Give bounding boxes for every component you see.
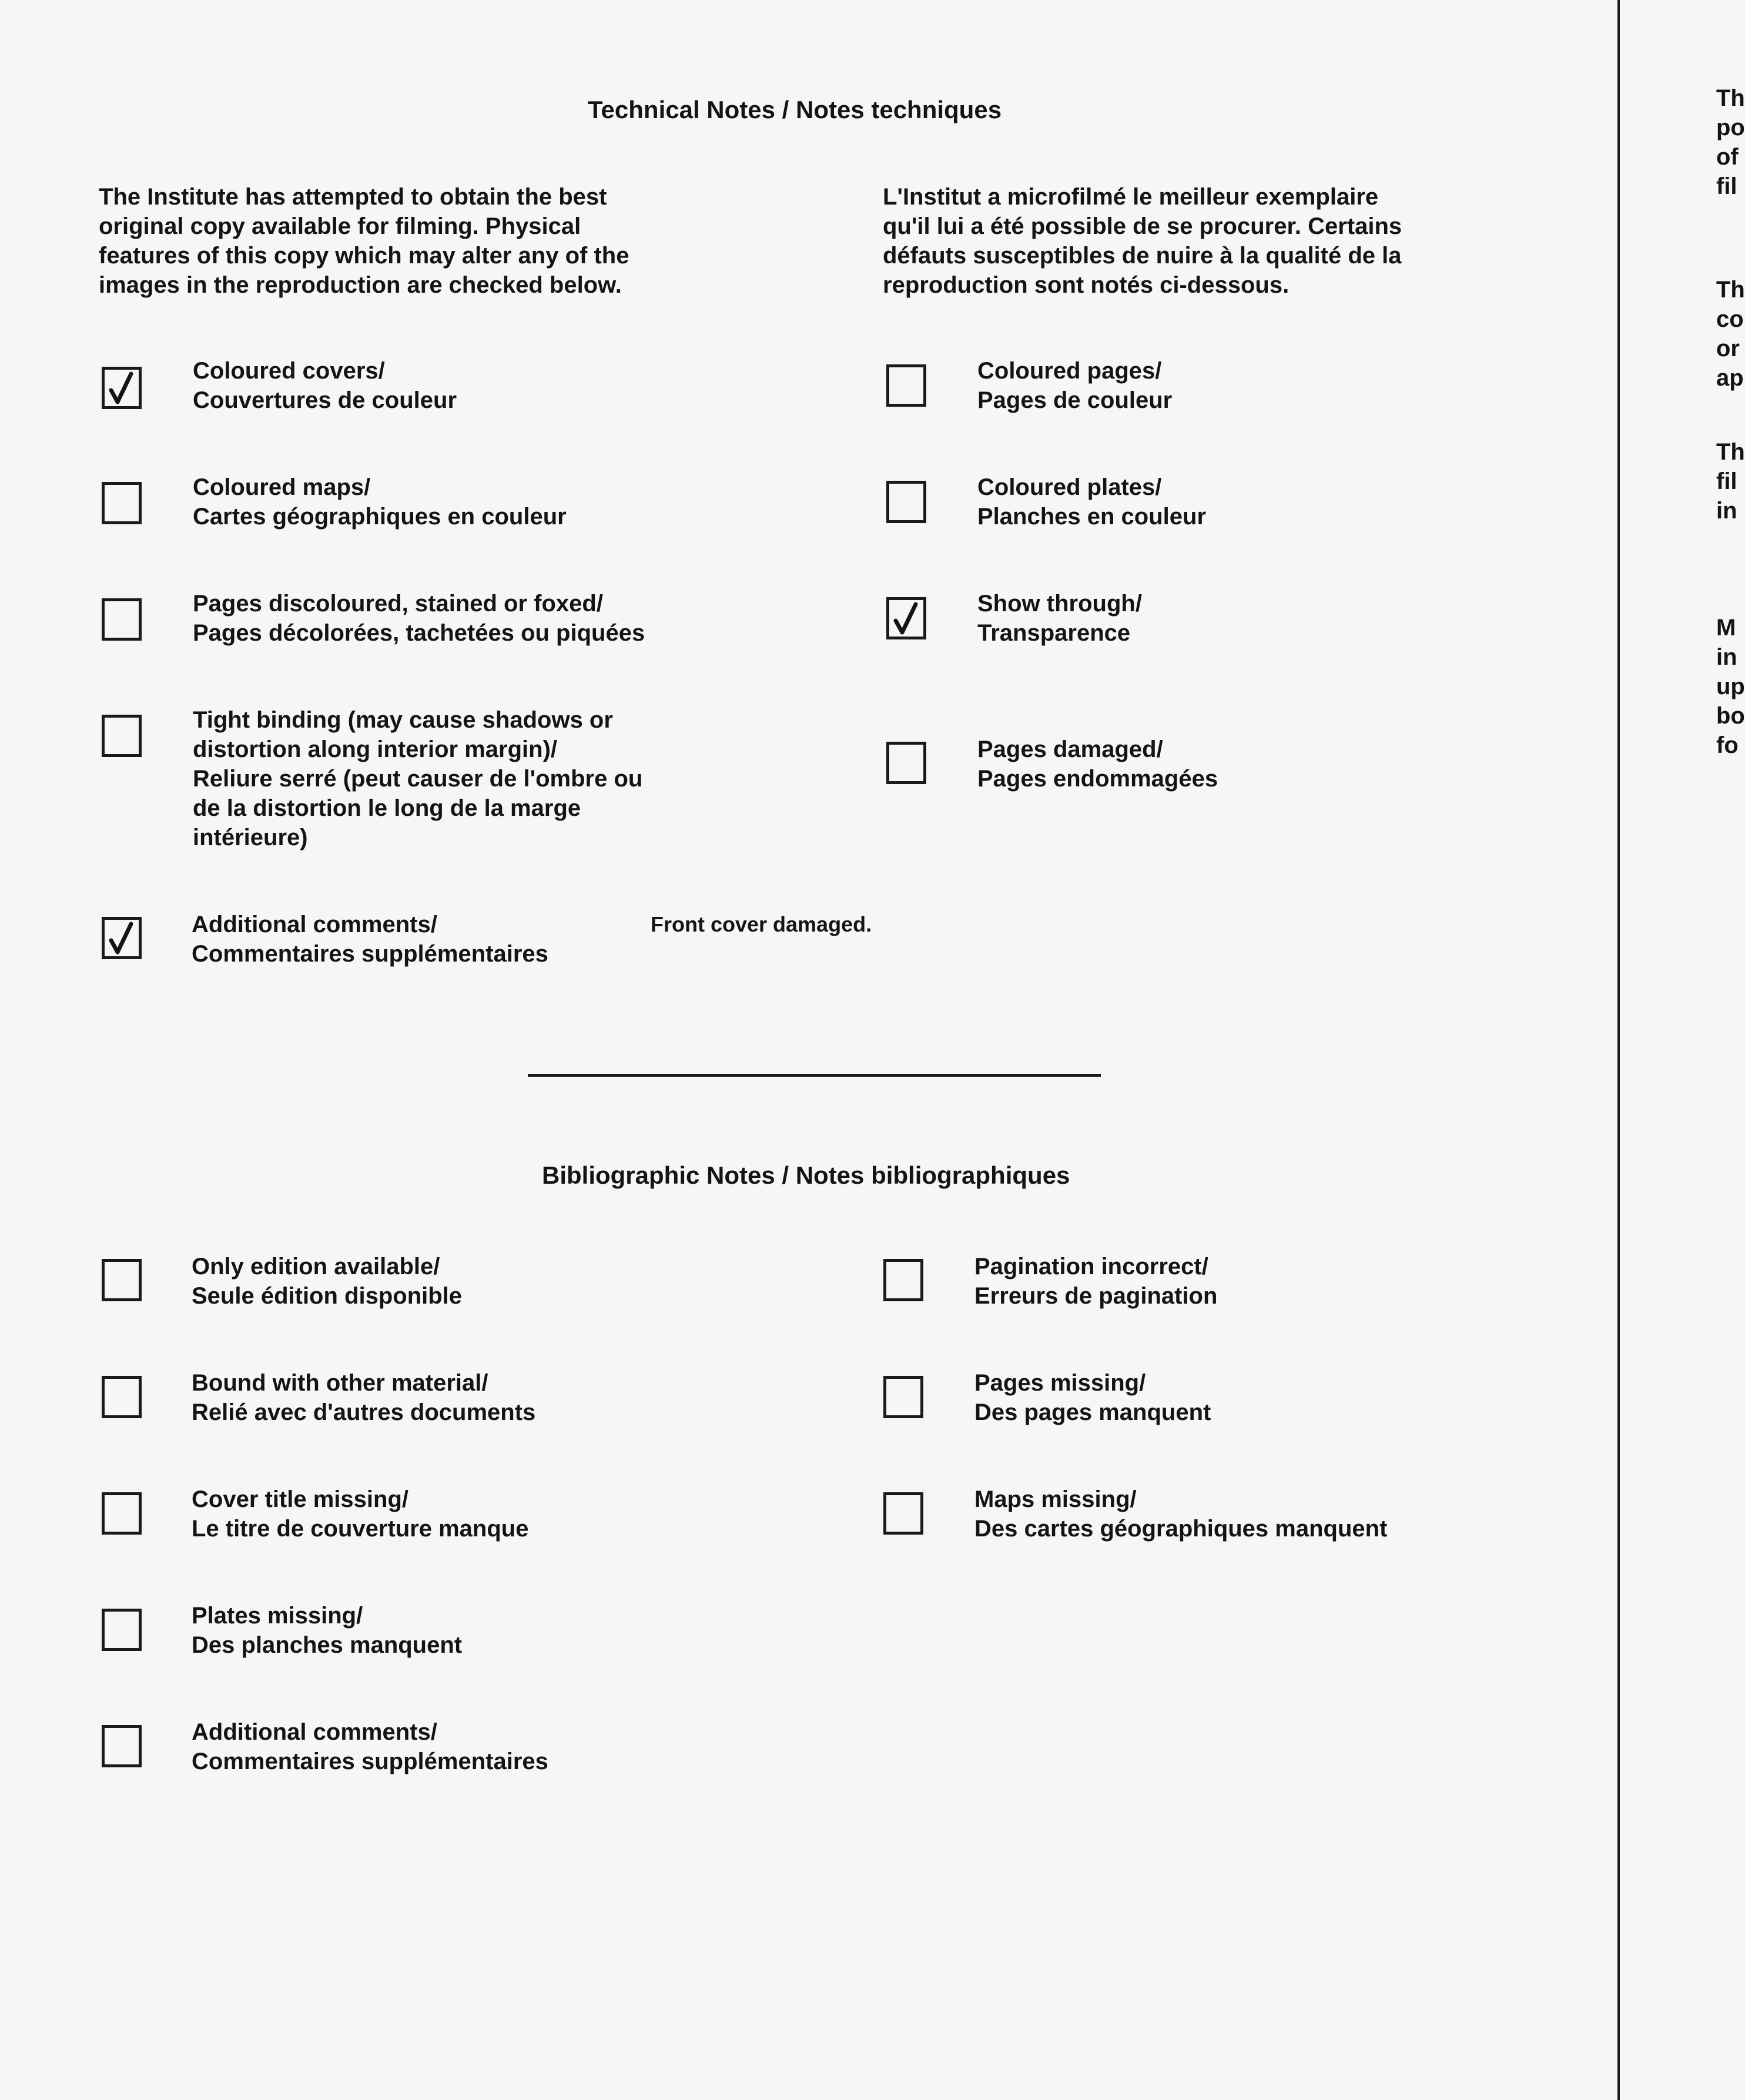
technical-notes-title: Technical Notes / Notes techniques xyxy=(588,96,1002,123)
label-line: de la distortion le long de la marge xyxy=(193,795,581,821)
intro-line: features of this copy which may alter any of the xyxy=(99,243,629,269)
fragment-line: or xyxy=(1716,336,1740,361)
label-show-through xyxy=(977,589,1142,648)
fragment-line: fil xyxy=(1716,468,1737,494)
label-additional-comments-technical xyxy=(192,910,548,969)
label-only-edition xyxy=(192,1252,462,1311)
label-line: intérieure) xyxy=(193,825,308,850)
label-cover-title-missing xyxy=(192,1485,528,1543)
label-line: Des pages manquent xyxy=(974,1399,1211,1425)
intro-line: original copy available for filming. Physical xyxy=(99,213,581,239)
intro-line: L'Institut a microfilmé le meilleur exemplaire xyxy=(883,184,1379,210)
label-line: Le titre de couverture manque xyxy=(192,1516,529,1542)
checkbox-pages-missing[interactable] xyxy=(883,1376,923,1418)
adjacent-page-fragment xyxy=(1716,613,1745,760)
label-line: Additional comments/ xyxy=(192,1719,437,1745)
technical-intro-english xyxy=(99,182,629,300)
fragment-line: po xyxy=(1716,115,1745,140)
label-coloured-maps xyxy=(193,473,567,531)
adjacent-page-fragment xyxy=(1716,275,1745,393)
checkbox-plates-missing[interactable] xyxy=(102,1609,142,1651)
label-line: Plates missing/ xyxy=(192,1603,363,1629)
label-line: Pages damaged/ xyxy=(977,736,1163,762)
label-line: Commentaires supplémentaires xyxy=(192,1749,548,1774)
checkbox-tight-binding[interactable] xyxy=(102,715,142,757)
label-line: Show through/ xyxy=(977,591,1142,617)
label-line: Only edition available/ xyxy=(192,1254,440,1280)
label-line: Coloured maps/ xyxy=(193,474,371,500)
checkbox-coloured-covers[interactable] xyxy=(102,367,142,409)
checkbox-pages-damaged[interactable] xyxy=(886,742,926,784)
fragment-line: bo xyxy=(1716,703,1745,729)
label-line: Cartes géographiques en couleur xyxy=(193,504,567,530)
label-coloured-covers xyxy=(193,356,457,415)
label-line: Relié avec d'autres documents xyxy=(192,1399,536,1425)
fragment-line: of xyxy=(1716,144,1739,170)
label-maps-missing xyxy=(974,1485,1387,1543)
intro-line: The Institute has attempted to obtain the best xyxy=(99,184,607,210)
label-line: distortion along interior margin)/ xyxy=(193,736,557,762)
checkbox-coloured-pages[interactable] xyxy=(886,364,926,407)
label-line: Pages missing/ xyxy=(974,1370,1146,1396)
fragment-line: co xyxy=(1716,306,1744,332)
fragment-line: in xyxy=(1716,498,1737,524)
label-line: Pagination incorrect/ xyxy=(974,1254,1208,1280)
checkbox-additional-comments-bibliographic[interactable] xyxy=(102,1725,142,1767)
fragment-line: M xyxy=(1716,615,1736,641)
label-additional-comments-bibliographic xyxy=(192,1717,548,1776)
fragment-line: Th xyxy=(1716,85,1745,111)
page-edge-line xyxy=(1617,0,1620,2100)
fragment-line: up xyxy=(1716,674,1745,699)
label-coloured-pages xyxy=(977,356,1172,415)
label-line: Pages discoloured, stained or foxed/ xyxy=(193,591,603,617)
label-line: Coloured plates/ xyxy=(977,474,1162,500)
label-pages-damaged xyxy=(977,735,1218,793)
label-line: Des cartes géographiques manquent xyxy=(974,1516,1388,1542)
checkbox-cover-title-missing[interactable] xyxy=(102,1492,142,1535)
label-line: Pages décolorées, tachetées ou piquées xyxy=(193,620,645,646)
label-line: Couvertures de couleur xyxy=(193,387,457,413)
intro-line: défauts susceptibles de nuire à la qualité de la xyxy=(883,243,1402,269)
fragment-line: in xyxy=(1716,644,1737,670)
additional-comment-text: Front cover damaged. xyxy=(651,912,872,936)
label-line: Des planches manquent xyxy=(192,1632,463,1658)
label-tight-binding xyxy=(193,705,642,852)
label-line: Tight binding (may cause shadows or xyxy=(193,707,613,733)
adjacent-page-fragment xyxy=(1716,83,1745,201)
label-line: Commentaires supplémentaires xyxy=(192,941,548,967)
fragment-line: ap xyxy=(1716,365,1744,391)
label-line: Additional comments/ xyxy=(192,912,437,937)
fragment-line: fo xyxy=(1716,732,1739,758)
label-line: Cover title missing/ xyxy=(192,1486,408,1512)
label-line: Pages endommagées xyxy=(977,766,1218,792)
label-pagination-incorrect xyxy=(974,1252,1217,1311)
label-line: Pages de couleur xyxy=(977,387,1173,413)
checkbox-bound-with[interactable] xyxy=(102,1376,142,1418)
label-line: Erreurs de pagination xyxy=(974,1283,1218,1309)
technical-intro-french xyxy=(883,182,1402,300)
label-pages-missing xyxy=(974,1368,1211,1427)
checkbox-pages-discoloured[interactable] xyxy=(102,598,142,641)
label-coloured-plates xyxy=(977,473,1206,531)
bibliographic-notes-title: Bibliographic Notes / Notes bibliographiques xyxy=(542,1161,1070,1189)
label-pages-discoloured xyxy=(193,589,645,648)
checkbox-maps-missing[interactable] xyxy=(883,1492,923,1535)
checkmark-icon xyxy=(102,917,142,959)
checkbox-coloured-plates[interactable] xyxy=(886,481,926,523)
label-line: Reliure serré (peut causer de l'ombre ou xyxy=(193,766,643,792)
label-line: Planches en couleur xyxy=(977,504,1207,530)
checkbox-show-through[interactable] xyxy=(886,597,926,639)
intro-line: reproduction sont notés ci-dessous. xyxy=(883,272,1290,298)
fragment-line: fil xyxy=(1716,173,1737,199)
adjacent-page-fragment xyxy=(1716,437,1745,525)
checkbox-only-edition[interactable] xyxy=(102,1259,142,1301)
label-plates-missing xyxy=(192,1601,462,1660)
label-bound-with xyxy=(192,1368,535,1427)
intro-line: images in the reproduction are checked below. xyxy=(99,272,622,298)
checkmark-icon xyxy=(102,367,142,409)
label-line: Maps missing/ xyxy=(974,1486,1137,1512)
section-divider xyxy=(528,1074,1101,1077)
label-line: Coloured covers/ xyxy=(193,358,385,384)
checkbox-additional-comments-technical[interactable] xyxy=(102,917,142,959)
label-line: Bound with other material/ xyxy=(192,1370,488,1396)
checkmark-icon xyxy=(886,597,926,639)
label-line: Coloured pages/ xyxy=(977,358,1162,384)
checkbox-coloured-maps[interactable] xyxy=(102,482,142,524)
fragment-line: Th xyxy=(1716,277,1745,303)
fragment-line: Th xyxy=(1716,439,1745,465)
intro-line: qu'il lui a été possible de se procurer. Certains xyxy=(883,213,1402,239)
label-line: Seule édition disponible xyxy=(192,1283,463,1309)
label-line: Transparence xyxy=(977,620,1131,646)
checkbox-pagination-incorrect[interactable] xyxy=(883,1259,923,1301)
